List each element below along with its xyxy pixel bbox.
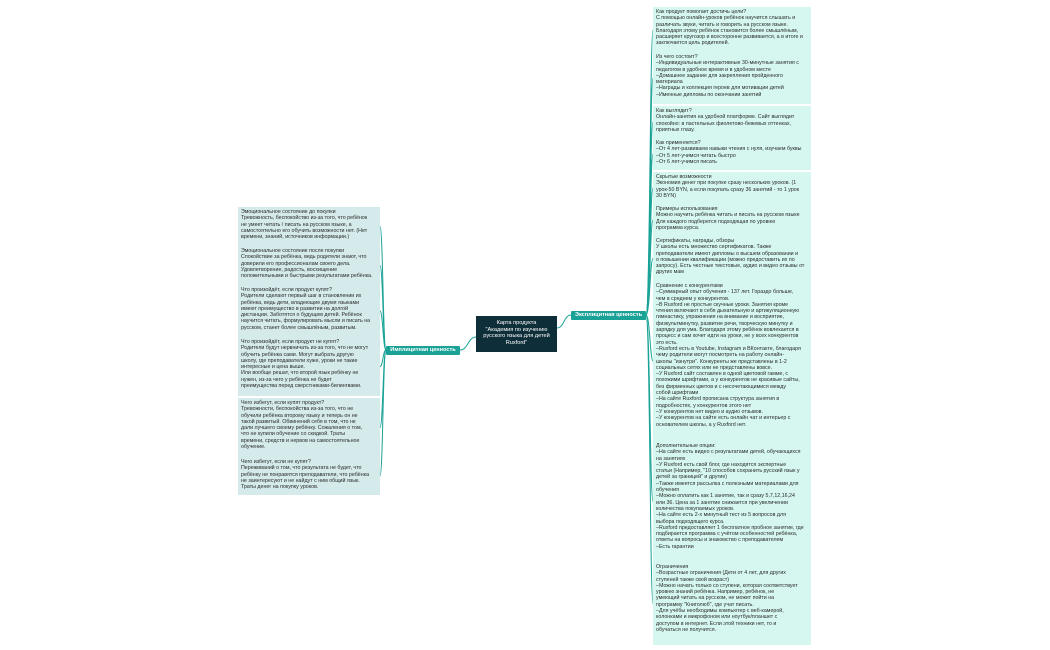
node-avoid-if-purchased[interactable]	[238, 398, 380, 457]
node-text-line: заключается цель родителей.	[656, 40, 730, 47]
node-text-line: Родители сделают первый шаг в становлении их	[241, 293, 362, 300]
node-text-line: материала	[656, 79, 683, 86]
node-text-line: –На сайте есть видео с результатами детей, обучающихся	[656, 449, 801, 456]
node-text-line: Сертификаты, награды, обзоры	[656, 238, 735, 244]
node-text-line: Эмоциональное состояние до покупки	[241, 209, 336, 215]
node-text-line: преимущества перед сверстниками-билингвами.	[241, 383, 362, 390]
node-text-line: Сравнение с конкурентами	[656, 283, 723, 289]
node-text-line: Карта продукта	[496, 320, 537, 326]
node-text-line: Траты денег на покупку уроков.	[241, 484, 319, 491]
node-text-line: дали лучшего своему ребёнку. Сожаления о том,	[241, 425, 363, 432]
node-text-line: что не купили обучение со скидкой. Траты	[241, 431, 346, 438]
node-text-line: Чего избегут, если не купят?	[241, 459, 311, 465]
branch-explicit-value[interactable]: Эксплицитная ценность	[571, 311, 646, 320]
node-text-line: Можно научить ребёнка читать и писать на русском языке	[656, 212, 800, 219]
node-text-line: чтения включают в себя дыхательную и артикуляционную	[656, 308, 800, 315]
node-usage-examples[interactable]	[653, 204, 811, 236]
node-text-line: урок-50 BYN, а если покупать сразу 36 занятий - то 1 урок	[656, 186, 800, 193]
node-text-line: –У конкурентов нет видео и аудио отзывов.	[656, 408, 763, 415]
node-text-line: ответы на вопросы и знакомство с преподавателем	[656, 537, 784, 544]
node-text-line: запросу). Есть честные текстовые, аудио и видео отзывы от	[656, 263, 805, 270]
node-text-line: Как применяется?	[656, 140, 701, 146]
node-text-line: Из чего состоит?	[656, 54, 698, 60]
node-text-line: –В Ruxford не простые скучные уроки. Занятия кроме	[656, 301, 789, 308]
node-text-line: –Суммарный опыт обучения - 137 лет. Гораздо больше,	[656, 289, 794, 296]
node-text-line: педагогом в удобное время и в удобном месте	[656, 66, 771, 73]
node-text-line: такой развитый. Обвинений себя в том, что не	[241, 418, 356, 425]
node-text-line: Как выглядит?	[656, 108, 692, 114]
node-emotion-before-purchase[interactable]	[238, 207, 380, 246]
node-text-line: ступеней также свой возраст)	[656, 576, 730, 583]
root-topic[interactable]	[476, 316, 557, 352]
node-text-line: –Ruxford есть в Youtube, Instagram и ВКонтакте, благодаря	[656, 345, 801, 352]
node-text-line: Спокойствие за ребёнка, ведь родители знают, что	[241, 254, 367, 261]
node-text-line: ребёнку не понравятся преподаватели, что ребёнка	[241, 471, 370, 478]
node-text-line: дистанции. Заботятся о будущем детей. Ребёнок	[241, 312, 362, 319]
node-certificates-reviews[interactable]	[653, 236, 811, 281]
node-text-line: имеют преимущество в развитии на долгой	[241, 305, 349, 312]
node-text-line: самостоятельно его обучить возможности нет. (Нет	[241, 227, 368, 234]
node-text-line: –Индивидуальные интерактивные 30-минутные занятия с	[656, 60, 799, 67]
node-text-line: Или вообще решат, что второй язык ребёнку не	[241, 370, 359, 377]
node-text-line: Дополнительные опции:	[656, 443, 716, 449]
node-text-line: Чего избегут, если купят продукт?	[241, 400, 325, 406]
node-text-line: русском, станет более смышлёным, развитым.	[241, 324, 357, 331]
node-text-line: Эмоциональное состояние после покупки	[241, 248, 345, 254]
node-text-line: гимнастику, упражнения на внимание и восприятие,	[656, 314, 785, 321]
node-text-line: уровню знаний ребёнка. Например, ребёнок, не	[656, 589, 775, 596]
node-text-line: программа курса.	[656, 224, 700, 231]
node-text-line: обучения	[656, 487, 679, 494]
node-text-line: –Домашнее задание для закрепления пройденного	[656, 72, 783, 79]
node-text-line: –Можно начать только со ступени, которая соответствует	[656, 582, 798, 589]
node-text-line: –Есть гарантии	[656, 543, 694, 550]
node-avoid-if-not-purchased[interactable]	[238, 457, 380, 495]
node-text-line: –Возрастные ограничения (Дети от 4 лет, для других	[656, 570, 786, 577]
node-text-line: детей за границей" и другие)	[656, 474, 728, 481]
node-text-line: С помощью онлайн-уроков ребёнок научится слышать и	[656, 15, 796, 22]
node-additional-options[interactable]	[653, 441, 811, 562]
edge-root-to-implicit	[460, 337, 476, 350]
node-text-line: –От 5 лет-учимся читать быстро	[656, 152, 736, 159]
node-text-line: интересные и цена выше.	[241, 364, 305, 371]
node-text-line: доверили его профессионалам своего дела.	[241, 260, 351, 267]
node-competitor-comparison[interactable]	[653, 281, 811, 441]
node-text-line: Примеры использования	[656, 206, 718, 212]
node-text-line: Ограничения	[656, 564, 689, 570]
edge-implicit-to-left-node	[380, 350, 386, 476]
node-text-line: приятных глазу.	[656, 126, 695, 133]
node-text-line: Для каждого подберется подходящая по уровню	[656, 218, 776, 225]
node-how-product-helps[interactable]	[653, 7, 811, 53]
node-text-line: –Ruxford предоставляет 1 бесплатное пробное занятие, где	[656, 524, 804, 531]
node-text-line: Онлайн-занятия на удобной платформе. Сайт выглядит	[656, 114, 795, 121]
node-text-line: или 36. Цена за 1 занятие снижается при увеличении	[656, 499, 788, 506]
node-text-line: Тревожность, беспокойство из-за того, что ребёнок	[241, 215, 368, 222]
node-text-line: –Награды и коллекция героев для мотивации детей	[656, 85, 784, 92]
node-text-line: на занятиях	[656, 455, 686, 462]
node-text-line: программу "Книголюб", где учат писать.	[656, 601, 754, 608]
node-text-line: –У Ruxford сайт составлен в одной цветовой гамме, с	[656, 371, 789, 378]
node-text-line: –У конкурентов на сайте есть онлайн чат и интерьер с	[656, 415, 791, 422]
node-text-line: "Академия по изучению	[485, 326, 548, 333]
node-text-line: различать звуки, читать и говорить на русском языке.	[656, 21, 788, 28]
node-text-line: –У Ruxford есть свой блог, где находятся экспертные	[656, 461, 787, 468]
node-text-line: Скрытые возможности	[656, 174, 712, 180]
node-text-line: Экономия денег при покупке сразу нескольких уроков. (1	[656, 180, 797, 187]
node-text-line: чему родители могут посмотреть на работу онлайн-	[656, 352, 785, 359]
node-text-line: не умеет читать / писать на русском языке, а	[241, 221, 352, 228]
node-text-line: –Именные дипломы по окончании занятий	[656, 91, 762, 98]
node-text-line: без фирменных цветов и с несочетающимися между	[656, 383, 786, 390]
node-text-line: колонками и микрофоном или ноутбук/планшет с	[656, 614, 778, 621]
node-text-line: основателем школы, а у Ruxford нет.	[656, 421, 747, 428]
node-text-line: Что произойдёт, если продукт купят?	[241, 287, 333, 293]
node-text-line: зарядку для ума. Благодаря этому ребёнок вовлекается в	[656, 327, 799, 334]
node-text-line: преподаватели имеют дипломы о высшем образовании и	[656, 250, 799, 257]
node-text-line: Ruxford"	[505, 339, 528, 346]
node-text-line: школу, где преподаватели хуже, уроки не такие	[241, 357, 358, 364]
node-text-line: –На сайте есть 2-х минутный тест из 5 вопросов для	[656, 512, 786, 519]
node-text-line: ребёнка, ведь дети, владеющие двумя языками	[241, 299, 360, 306]
node-text-line: положительными и быстрыми результатами ребёнка.	[241, 273, 373, 280]
node-text-line: это есть.	[656, 339, 678, 346]
node-text-line: о повышении квалификации (можно предоставить их по	[656, 256, 795, 263]
node-text-line: обучаться не получится.	[656, 626, 717, 633]
node-text-line: расширяет кругозор и всесторонне развивается, а в итоге и	[656, 34, 803, 41]
branch-implicit-value[interactable]: Имплицитная ценность	[386, 346, 460, 355]
node-hidden-opportunities[interactable]	[653, 172, 811, 204]
node-text-line: умеющий читать на русском, не может пойти на	[656, 595, 775, 602]
node-text-line: Тревожности, беспокойства из-за того, что не	[241, 406, 354, 413]
node-text-line: Что произойдёт, если продукт не купят?	[241, 339, 340, 345]
node-text-line: спокойно: в пастельных фиолетово-бежевых оттенках,	[656, 120, 792, 127]
node-text-line: физкультминутку, развитие речи, творческую минутку и	[656, 320, 793, 327]
node-text-line: русского языка для детей	[483, 333, 550, 340]
edge-root-to-explicit	[557, 315, 571, 328]
node-text-line: обучить ребёнка сами. Могут выбрать другую	[241, 351, 354, 358]
node-text-line: –От 6 лет-учимся писать	[656, 158, 717, 165]
node-text-line: других мам	[656, 269, 684, 276]
node-text-line: Как продукт помогает достичь цели?	[656, 9, 747, 15]
node-text-line: нужен, из-за чего у ребёнка не будет	[241, 376, 332, 383]
node-text-line: обучение.	[241, 444, 266, 451]
node-text-line: подробностях, у конкурентов этого нет	[656, 402, 752, 409]
node-text-line: научится читать, формулировать мысли и писать на	[241, 318, 371, 325]
node-text-line: –Также имеется рассылка с полезными материалами для	[656, 480, 799, 487]
node-text-line: Переживаний о том, что результата не будет, что	[241, 465, 362, 472]
node-text-line: Удовлетворение, радость, восхищение	[241, 266, 338, 273]
node-what-it-consists-of[interactable]	[653, 52, 811, 104]
node-text-line: времени, знаний, источников информации.)	[241, 234, 350, 241]
node-how-it-looks[interactable]	[653, 106, 811, 138]
node-if-not-purchased[interactable]	[238, 337, 380, 396]
node-text-line: 30 BYN)	[656, 192, 677, 199]
node-text-line: школы "изнутри". Конкуренты же представлены в 1-2	[656, 358, 787, 365]
node-text-line: статьи (Например, "10 способов сохранить русский язык у	[656, 468, 800, 475]
node-text-line: Родители будут нервничать из-за того, что не могут	[241, 345, 369, 352]
node-text-line: Благодаря этому ребёнок становится более смышлёным,	[656, 27, 799, 34]
node-if-purchased[interactable]	[238, 285, 380, 337]
node-text-line: времени, средств и нервов на самостоятельное	[241, 437, 360, 444]
node-text-line: собой шрифтами	[656, 390, 699, 397]
node-text-line: –Можно оплатить как 1 занятие, так и сразу 5,7,12,16,24	[656, 493, 795, 500]
node-emotion-after-purchase[interactable]	[238, 246, 380, 285]
node-text-line: –На сайте Ruxford прописана структура занятия в	[656, 396, 780, 403]
node-text-line: выбора подходящего курса.	[656, 518, 725, 525]
node-text-line: обучили ребёнка второму языку и теперь он не	[241, 412, 358, 419]
node-how-it-is-used[interactable]	[653, 138, 811, 170]
node-text-line: –Для учёбы необходимы компьютер с веб-камерой,	[656, 608, 784, 615]
node-text-line: подбирается программа с учётом особенностей ребёнка,	[656, 531, 798, 538]
node-text-line: количества покупаемых уроков.	[656, 505, 735, 512]
node-text-line: –От 4 лет-развиваем навыки чтения с нуля, изучаем буквы	[656, 146, 802, 153]
node-text-line: доступом в интернет. Если этой техники нет, то и	[656, 620, 777, 627]
node-text-line: чем в среднем у конкурентов.	[656, 295, 730, 302]
node-text-line: не заинтересуют и не найдут с ним общий язык.	[241, 477, 360, 484]
node-text-line: процесс и сам хочет идти на уроки, не у всех конкурентов	[656, 333, 799, 340]
node-limitations[interactable]	[653, 562, 811, 645]
node-text-line: социальных сетях или не представлены вовсе.	[656, 364, 773, 371]
node-text-line: похожими шрифтами, а у конкурентов не красивые сайты,	[656, 377, 800, 384]
node-text-line: У школы есть множество сертификатов. Также	[656, 244, 772, 251]
